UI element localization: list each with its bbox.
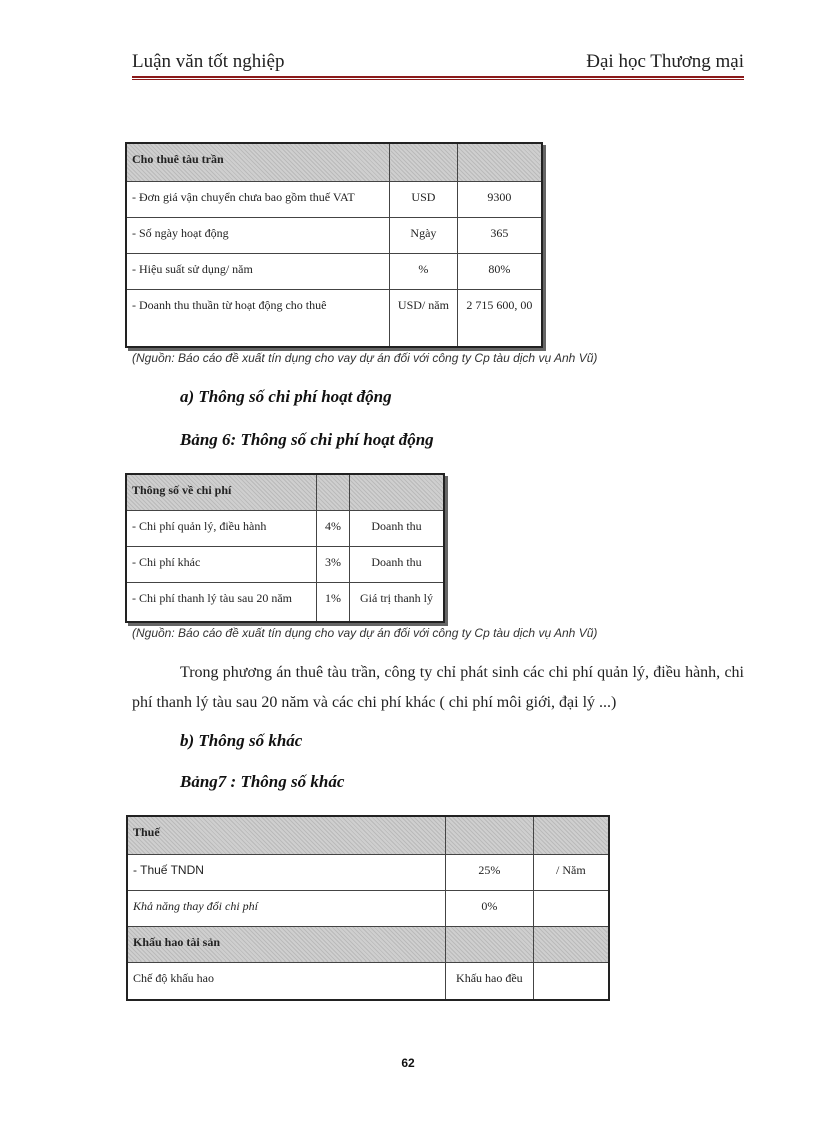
table-header-cell: Thuế [127,816,446,854]
row-basis: Doanh thu [349,510,444,546]
table-bareboat-charter [125,142,543,348]
table-operating-cost [125,473,445,623]
row-label: - Đơn giá vận chuyển chưa bao gồm thuế VAT [126,181,390,217]
row-label: - Doanh thu thuần từ hoạt động cho thuê [126,289,390,347]
row-basis: Doanh thu [349,546,444,582]
row-value: 80% [457,253,542,289]
header-thesis-label: Luận văn tốt nghiệp [132,51,285,72]
row-label: - Thuế TNDN [127,854,446,890]
table-row [126,546,444,582]
table-header-cell [390,143,458,181]
table-header-cell: Thông số về chi phí [126,474,317,510]
table-header-cell: Khấu hao tài sản [127,926,446,962]
header-university-label: Đại học Thương mại [586,51,744,72]
row-value: 2 715 600, 00 [457,289,542,347]
table-header-cell [533,816,609,854]
table-row [126,510,444,546]
row-unit: % [390,253,458,289]
table-row [126,582,444,622]
source-note: (Nguồn: Báo cáo đề xuất tín dụng cho vay dự án đối với công ty Cp tàu dịch vụ Anh Vũ) [132,626,598,640]
row-label: - Hiệu suất sử dụng/ năm [126,253,390,289]
row-value: 9300 [457,181,542,217]
row-basis: Giá trị thanh lý [349,582,444,622]
source-note: (Nguồn: Báo cáo đề xuất tín dụng cho vay dự án đối với công ty Cp tàu dịch vụ Anh Vũ) [132,351,598,365]
table-caption-7: Bảng7 : Thông số khác [180,772,345,791]
row-unit [533,890,609,926]
table-header-row [127,926,609,962]
table-header-cell [446,926,534,962]
table-row [127,854,609,890]
table-row [127,962,609,1000]
row-unit: / Năm [533,854,609,890]
row-label: - Chi phí khác [126,546,317,582]
row-rate: 1% [317,582,350,622]
section-heading-b: b) Thông số khác [180,731,303,750]
table-row [126,181,542,217]
table-header-row [126,143,542,181]
body-paragraph: Trong phương án thuê tàu trần, công ty chỉ phát sinh các chi phí quản lý, điều hành, chi phí thanh lý tàu sau 20 năm và các chi phí khác ( chi phí môi giới, đại lý ...) [132,664,744,711]
row-value: 0% [446,890,534,926]
table-row [126,253,542,289]
table-row [127,890,609,926]
row-label: Chế độ khấu hao [127,962,446,1000]
row-label: - Chi phí thanh lý tàu sau 20 năm [126,582,317,622]
table-other-params [126,815,610,1001]
row-label: Khả năng thay đổi chi phí [127,890,446,926]
table-header-cell: Cho thuê tàu trần [126,143,390,181]
row-rate: 3% [317,546,350,582]
row-value: 25% [446,854,534,890]
section-heading-a: a) Thông số chi phí hoạt động [180,387,392,406]
table-header-cell [457,143,542,181]
row-label: - Chi phí quản lý, điều hành [126,510,317,546]
header-rule-thick [132,76,744,78]
table-caption-6: Bảng 6: Thông số chi phí hoạt động [180,430,434,449]
table-header-row [126,474,444,510]
row-value: Khấu hao đều [446,962,534,1000]
table-row [126,289,542,347]
table-header-row [127,816,609,854]
row-value: 365 [457,217,542,253]
row-unit: USD/ năm [390,289,458,347]
row-unit: USD [390,181,458,217]
table-row [126,217,542,253]
table-header-cell [317,474,350,510]
page-number: 62 [401,1056,415,1070]
table-header-cell [533,926,609,962]
row-unit [533,962,609,1000]
header-rule-thin [132,79,744,80]
page-header [132,50,744,76]
table-header-cell [349,474,444,510]
row-unit: Ngày [390,217,458,253]
row-label: - Số ngày hoạt động [126,217,390,253]
table-header-cell [446,816,534,854]
row-rate: 4% [317,510,350,546]
